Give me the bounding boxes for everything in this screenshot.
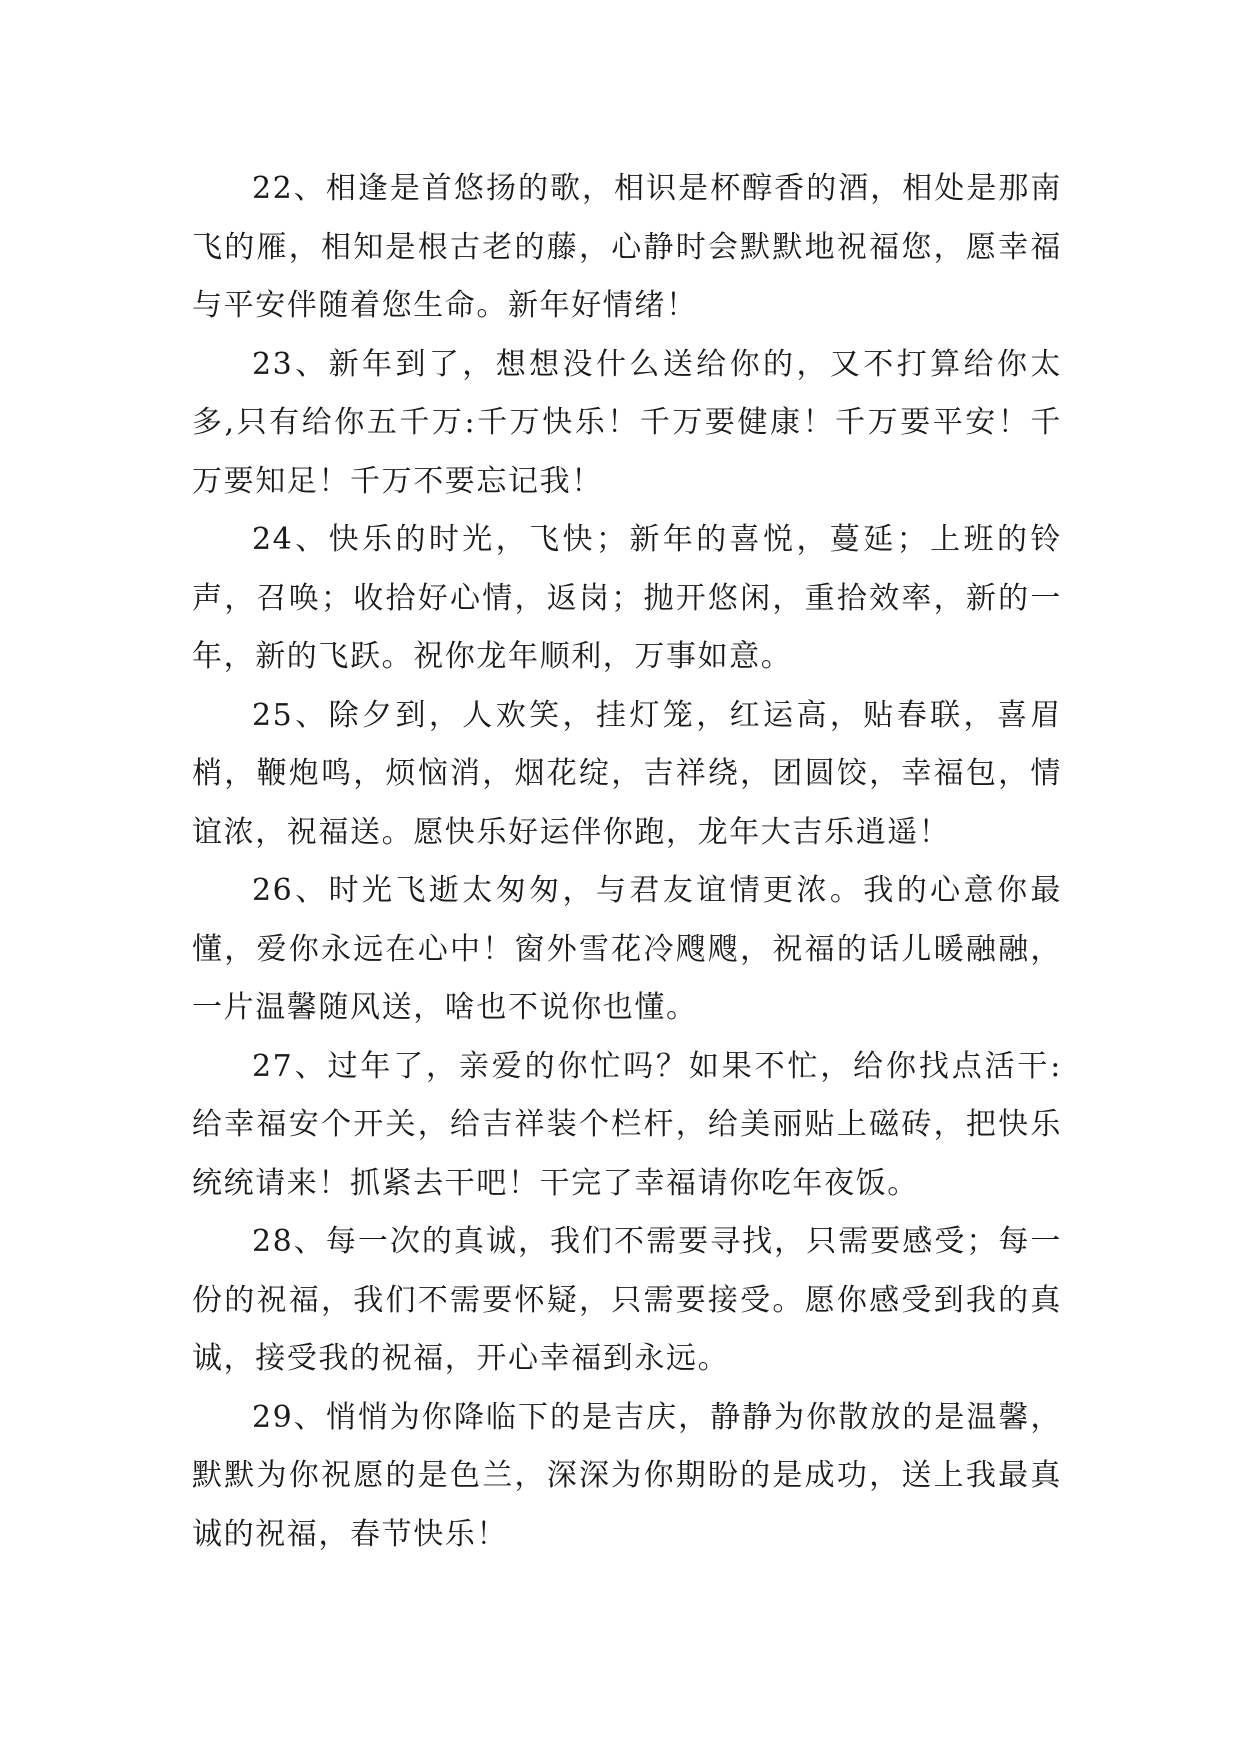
- paragraph-27: 27、过年了，亲爱的你忙吗？如果不忙，给你找点活干:给幸福安个开关，给吉祥装个栏杆，给美丽贴上磁砖，把快乐统统请来！抓紧去干吧！干完了幸福请你吃年夜饭。: [192, 1048, 1062, 1201]
- paragraph-28: 28、每一次的真诚，我们不需要寻找，只需要感受；每一份的祝福，我们不需要怀疑，只需要接受。愿你感受到我的真诚，接受我的祝福，开心幸福到永远。: [192, 1224, 1062, 1376]
- paragraph-26: 26、时光飞逝太匆匆，与君友谊情更浓。我的心意你最懂，爱你永远在心中！窗外雪花冷飕飕，祝福的话儿暖融融，一片温馨随风送，啥也不说你也懂。: [192, 873, 1062, 1025]
- paragraph-29: 29、悄悄为你降临下的是吉庆，静静为你散放的是温馨，默默为你祝愿的是色兰，深深为你期盼的是成功，送上我最真诚的祝福，春节快乐！: [192, 1399, 1062, 1552]
- paragraph-24: 24、快乐的时光，飞快；新年的喜悦，蔓延；上班的铃声，召唤；收拾好心情，返岗；抛开悠闲，重拾效率，新的一年，新的飞跃。祝你龙年顺利，万事如意。: [192, 522, 1062, 674]
- paragraph-22: 22、相逢是首悠扬的歌，相识是杯醇香的酒，相处是那南飞的雁，相知是根古老的藤，心静时会默默地祝福您，愿幸福与平安伴随着您生命。新年好情绪！: [192, 171, 1062, 323]
- paragraph-23: 23、新年到了，想想没什么送给你的，又不打算给你太多,只有给你五千万:千万快乐！千万要健康！千万要平安！千万要知足！千万不要忘记我！: [192, 346, 1062, 499]
- paragraph-25: 25、除夕到，人欢笑，挂灯笼，红运高，贴春联，喜眉梢，鞭炮鸣，烦恼消，烟花绽，吉祥绕，团圆饺，幸福包，情谊浓，祝福送。愿快乐好运伴你跑，龙年大吉乐逍遥！: [192, 697, 1062, 850]
- document-body: [192, 160, 1062, 1564]
